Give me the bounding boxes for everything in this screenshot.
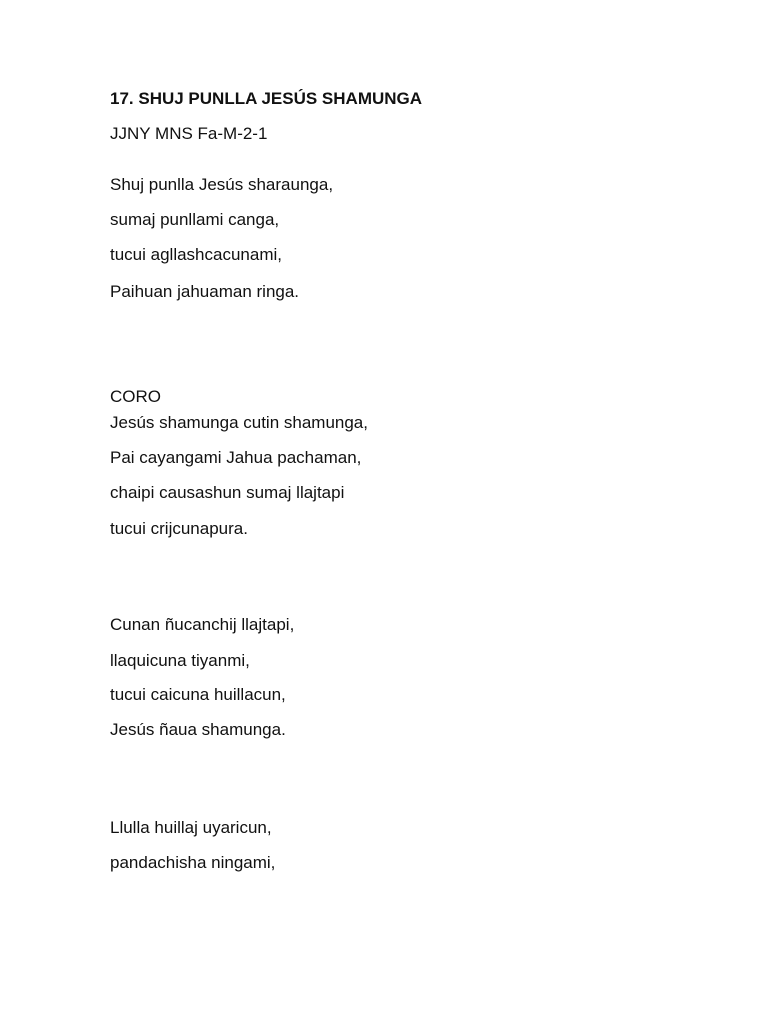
stanza-2-line-3: tucui caicuna huillacun, [110, 685, 286, 704]
chorus-line-3: chaipi causashun sumaj llajtapi [110, 483, 345, 502]
stanza-3-line-1: Llulla huillaj uyaricun, [110, 818, 272, 837]
stanza-1-line-4: Paihuan jahuaman ringa. [110, 282, 300, 301]
chorus-line-4: tucui crijcunapura. [110, 519, 248, 538]
stanza-2-line-2: llaquicuna tiyanmi, [110, 651, 250, 670]
song-title: 17. SHUJ PUNLLA JESÚS SHAMUNGA [110, 89, 423, 108]
stanza-2-line-4: Jesús ñaua shamunga. [110, 720, 286, 739]
stanza-1-line-1: Shuj punlla Jesús sharaunga, [110, 175, 334, 194]
chorus-line-2: Pai cayangami Jahua pachaman, [110, 448, 362, 467]
song-code: JJNY MNS Fa-M-2-1 [110, 124, 268, 143]
chorus-label: CORO [110, 387, 161, 406]
stanza-1-line-3: tucui agllashcacunami, [110, 245, 282, 264]
stanza-2-line-1: Cunan ñucanchij llajtapi, [110, 615, 295, 634]
stanza-3-line-2: pandachisha ningami, [110, 853, 276, 872]
stanza-1-line-2: sumaj punllami canga, [110, 210, 280, 229]
chorus-line-1: Jesús shamunga cutin shamunga, [110, 413, 368, 432]
